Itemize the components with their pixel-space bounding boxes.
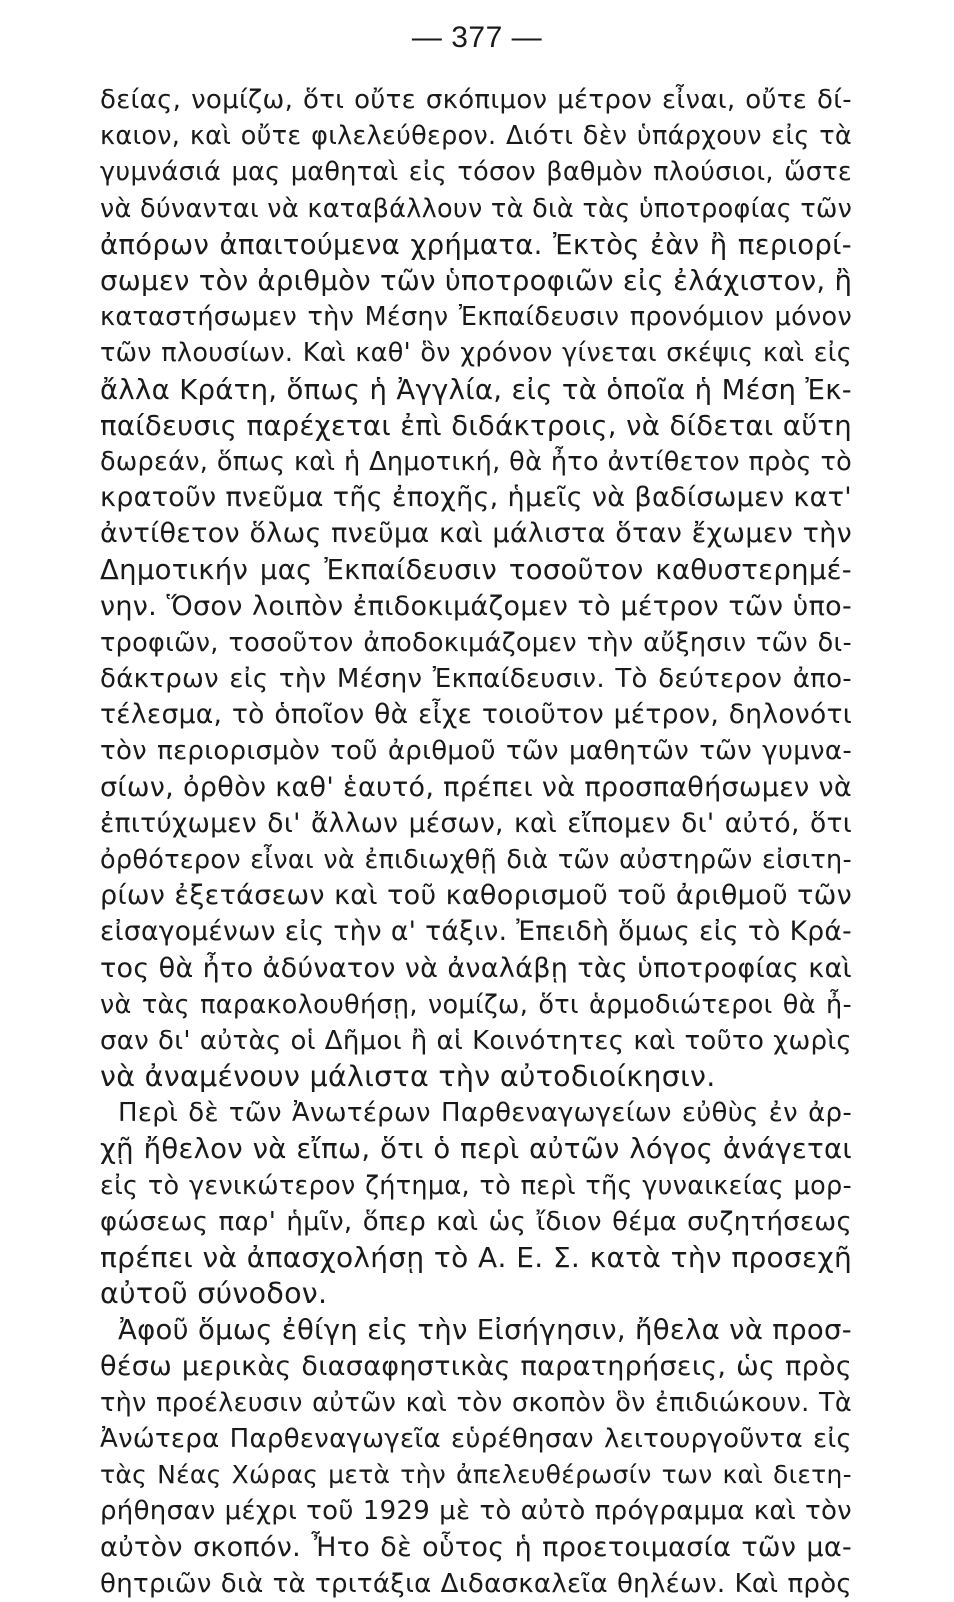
text-line: τὸν περιορισμὸν τοῦ ἀριθμοῦ τῶν μαθητῶν τῶν γυμνα- xyxy=(100,736,852,767)
text-line: κρατοῦν πνεῦμα τῆς ἐποχῆς, ἡμεῖς νὰ βαδίσωμεν κατ' xyxy=(100,482,852,514)
page-number: — 377 — xyxy=(411,21,543,54)
text-line: νην. Ὅσον λοιπὸν ἐπιδοκιμάζομεν τὸ μέτρον τῶν ὑπο- xyxy=(100,590,852,622)
text-line: καιον, καὶ οὔτε φιλελεύθερον. Διότι δὲν ὑπάρχουν εἰς τὰ xyxy=(100,121,852,152)
text-line: σίων, ὀρθὸν καθ' ἑαυτό, πρέπει νὰ προσπαθήσωμεν νὰ xyxy=(100,771,852,803)
text-line: ρήθησαν μέχρι τοῦ 1929 μὲ τὸ αὐτὸ πρόγραμμα καὶ τὸν xyxy=(100,1496,852,1527)
text-line: σαν δι' αὐτὰς οἱ Δῆμοι ἢ αἱ Κοινότητες καὶ τοῦτο χωρὶς xyxy=(100,1025,852,1056)
text-line: νὰ δύνανται νὰ καταβάλλουν τὰ διὰ τὰς ὑποτροφίας τῶν xyxy=(100,193,853,224)
text-line: δωρεάν, ὅπως καὶ ἡ Δημοτική, θὰ ἦτο ἀντίθετον πρὸς τὸ xyxy=(100,446,852,477)
text-line: καταστήσωμεν τὴν Μέσην Ἐκπαίδευσιν προνόμιον μόνον xyxy=(100,302,852,333)
text-line: Ἀφοῦ ὅμως ἐθίγη εἰς τὴν Εἰσήγησιν, ἤθελα νὰ προσ- xyxy=(118,1314,852,1347)
text-line: αὐτὸν σκοπόν. Ἦτο δὲ οὗτος ἡ προετοιμασία τῶν μα- xyxy=(100,1531,852,1563)
text-line: θέσω μερικὰς διασαφηστικὰς παρατηρήσεις, ὡς πρὸς xyxy=(100,1350,852,1382)
text-line: παίδευσις παρέχεται ἐπὶ διδάκτροις, νὰ δίδεται αὕτη xyxy=(100,409,852,442)
text-line: τῶν πλουσίων. Καὶ καθ' ὃν χρόνον γίνεται σκέψις καὶ εἰς xyxy=(100,338,852,369)
text-line: ἄλλα Κράτη, ὅπως ἡ Ἀγγλία, εἰς τὰ ὁποῖα ἡ Μέση Ἐκ- xyxy=(100,373,852,406)
text-line: θητριῶν διὰ τὰ τριτάξια Διδασκαλεῖα θηλέων. Καὶ πρὸς xyxy=(100,1568,852,1599)
text-line: Δημοτικήν μας Ἐκπαίδευσιν τοσοῦτον καθυστερημέ- xyxy=(100,554,852,587)
text-line: εἰσαγομένων εἰς τὴν α' τάξιν. Ἐπειδὴ ὅμως εἰς τὸ Κρά- xyxy=(100,916,852,948)
text-line: πρέπει νὰ ἀπασχολήσῃ τὸ Α. Ε. Σ. κατὰ τὴν προσεχῆ xyxy=(100,1241,852,1274)
text-line: δάκτρων εἰς τὴν Μέσην Ἐκπαίδευσιν. Τὸ δεύτερον ἀπο- xyxy=(100,664,852,694)
text-line: τος θὰ ἦτο ἀδύνατον νὰ ἀναλάβῃ τὰς ὑποτροφίας καὶ xyxy=(100,952,852,984)
text-line: σωμεν τὸν ἀριθμὸν τῶν ὑποτροφιῶν εἰς ἐλάχιστον, ἢ xyxy=(100,264,853,297)
text-line: δείας, νομίζω, ὅτι οὔτε σκόπιμον μέτρον εἶναι, οὔτε δί- xyxy=(100,85,852,115)
text-line: αὐτοῦ σύνοδον. xyxy=(100,1277,328,1311)
text-line: νὰ τὰς παρακολουθήσῃ, νομίζω, ὅτι ἁρμοδιώτεροι θὰ ἦ- xyxy=(100,989,852,1020)
text-line: εἰς τὸ γενικώτερον ζήτημα, τὸ περὶ τῆς γυναικείας μορ- xyxy=(100,1170,852,1201)
text-line: νὰ ἀναμένουν μάλιστα τὴν αὐτοδιοίκησιν. xyxy=(100,1060,716,1094)
body-text xyxy=(100,82,852,1602)
text-line: ἀπόρων ἀπαιτούμενα χρήματα. Ἐκτὸς ἐὰν ἢ περιορί- xyxy=(100,228,852,261)
text-line: τὴν προέλευσιν αὐτῶν καὶ τὸν σκοπὸν ὃν ἐπιδιώκουν. Τὰ xyxy=(100,1387,852,1418)
text-line: χῇ ἤθελον νὰ εἴπω, ὅτι ὁ περὶ αὐτῶν λόγος ἀνάγεται xyxy=(100,1133,852,1166)
text-line: ἐπιτύχωμεν δι' ἄλλων μέσων, καὶ εἴπομεν δι' αὐτό, ὅτι xyxy=(100,807,852,839)
text-line: Ἀνώτερα Παρθεναγωγεῖα εὑρέθησαν λειτουργοῦντα εἰς xyxy=(100,1423,852,1454)
text-line: γυμνάσιά μας μαθηταὶ εἰς τόσον βαθμὸν πλούσιοι, ὥστε xyxy=(100,157,852,188)
text-line: ρίων ἐξετάσεων καὶ τοῦ καθορισμοῦ τοῦ ἀριθμοῦ τῶν xyxy=(100,880,852,912)
text-line: ἀντίθετον ὅλως πνεῦμα καὶ μάλιστα ὅταν ἔχωμεν τὴν xyxy=(100,518,852,550)
text-line: τὰς Νέας Χώρας μετὰ τὴν ἀπελευθέρωσίν των καὶ διετη- xyxy=(100,1460,852,1490)
text-line: τέλεσμα, τὸ ὁποῖον θὰ εἶχε τοιοῦτον μέτρον, δηλονότι xyxy=(100,699,852,731)
text-line: Περὶ δὲ τῶν Ἀνωτέρων Παρθεναγωγείων εὐθὺς ἐν ἀρ- xyxy=(118,1098,852,1129)
text-line: φώσεως παρ' ἡμῖν, ὅπερ καὶ ὡς ἴδιον θέμα συζητήσεως xyxy=(100,1206,852,1237)
text-line: ὀρθότερον εἶναι νὰ ἐπιδιωχθῇ διὰ τῶν αὐστηρῶν εἰσιτη- xyxy=(100,844,852,875)
text-line: τροφιῶν, τοσοῦτον ἀποδοκιμάζομεν τὴν αὔξησιν τῶν δι- xyxy=(100,627,852,658)
